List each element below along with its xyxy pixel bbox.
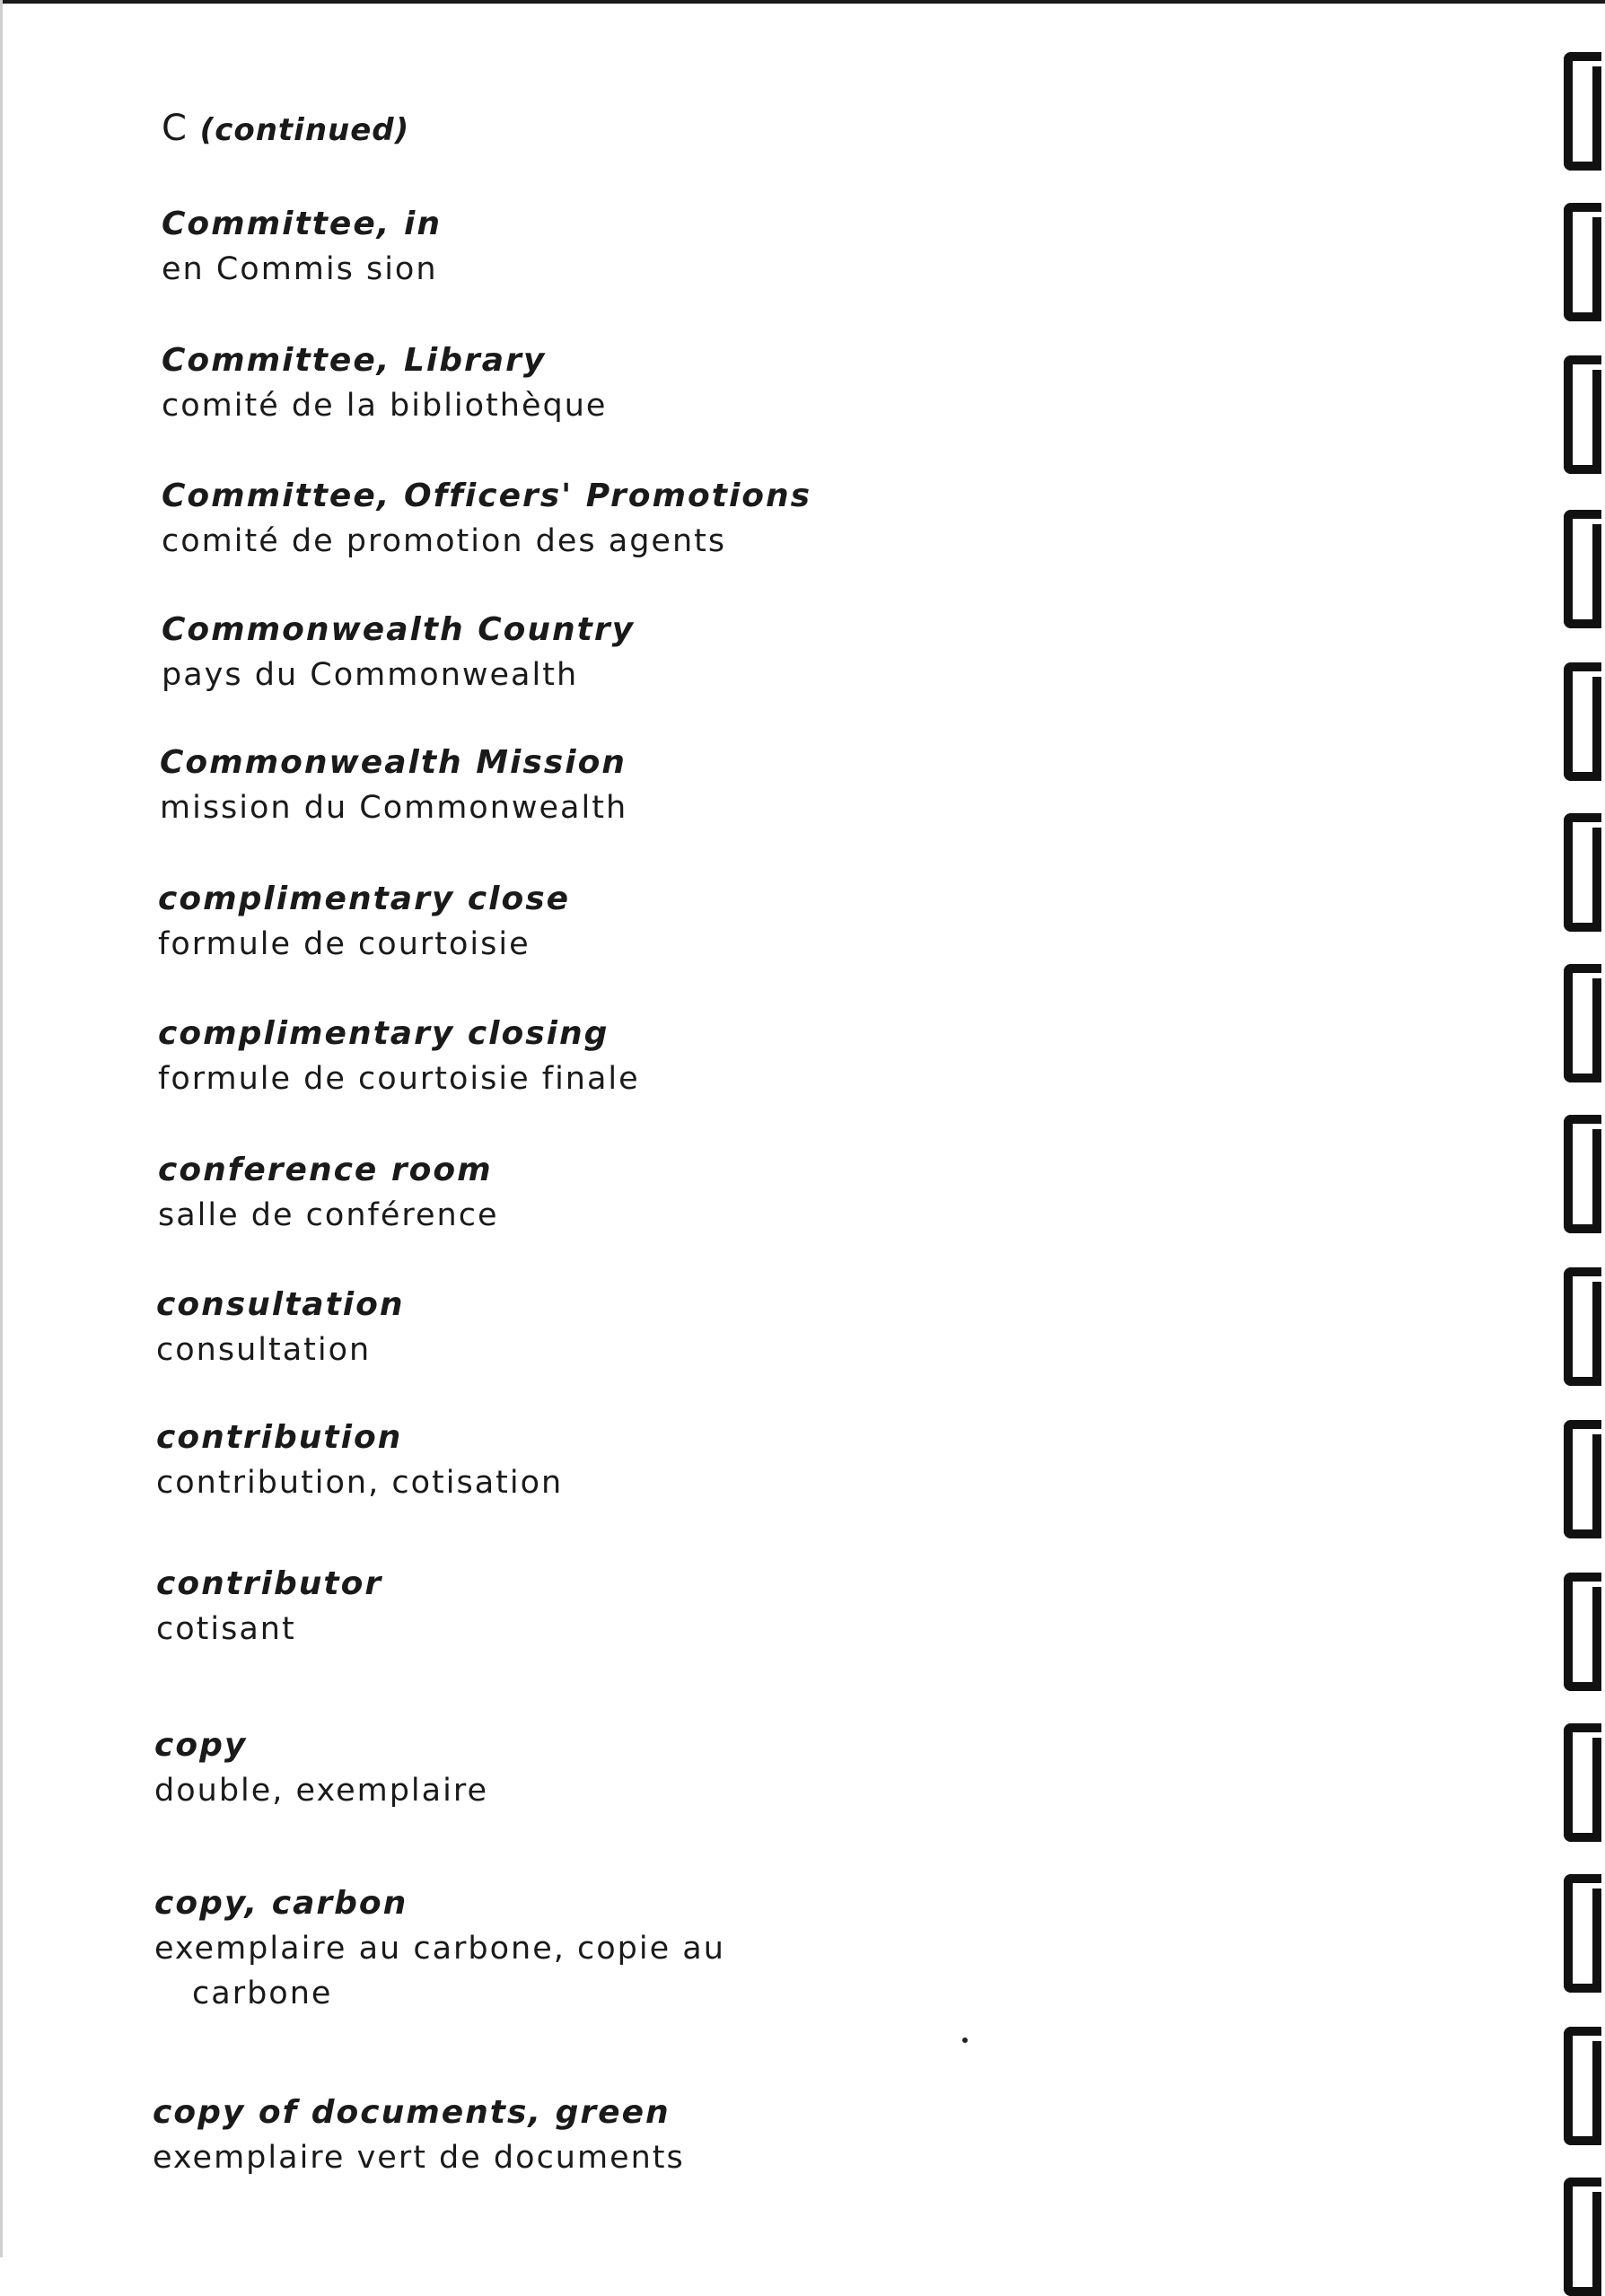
entry-term: contributor bbox=[156, 1565, 383, 1602]
glossary-entry bbox=[162, 202, 1329, 292]
entry-term: conference room bbox=[158, 1152, 493, 1188]
binding-ring bbox=[1564, 2178, 1601, 2296]
binding-ring bbox=[1564, 1267, 1601, 1386]
entry-translation: contribution, cotisation bbox=[156, 1465, 564, 1501]
glossary-entry bbox=[156, 1562, 1323, 1652]
binding-ring bbox=[1564, 52, 1601, 171]
entry-term: Committee, Library bbox=[162, 342, 547, 379]
entry-translation: formule de courtoisie finale bbox=[158, 1061, 640, 1097]
entry-translation: mission du Commonwealth bbox=[160, 790, 628, 826]
left-page-edge bbox=[0, 0, 3, 2257]
entry-translation: comité de promotion des agents bbox=[162, 523, 727, 559]
binding-ring bbox=[1564, 203, 1601, 321]
spiral-binding bbox=[1560, 0, 1605, 2257]
entry-translation: comité de la bibliothèque bbox=[162, 388, 608, 424]
entry-translation: cotisant bbox=[156, 1611, 296, 1647]
glossary-entry bbox=[158, 1148, 1325, 1238]
glossary-entry bbox=[162, 608, 1329, 697]
glossary-entry bbox=[158, 877, 1325, 967]
entry-translation: consultation bbox=[156, 1332, 372, 1368]
binding-ring bbox=[1564, 1573, 1601, 1691]
binding-ring bbox=[1564, 1723, 1601, 1842]
entry-translation: en Commis sion bbox=[162, 251, 438, 287]
entry-translation: exemplaire au carbone, copie au bbox=[154, 1931, 725, 1967]
entry-translation: salle de conférence bbox=[158, 1197, 499, 1233]
binding-ring bbox=[1564, 1115, 1601, 1233]
entry-translation: exemplaire vert de documents bbox=[153, 2140, 685, 2176]
section-letter: C bbox=[162, 108, 188, 149]
binding-ring bbox=[1564, 964, 1601, 1082]
binding-ring bbox=[1564, 355, 1601, 474]
entry-translation-continued: carbone bbox=[192, 1976, 333, 2011]
glossary-entry bbox=[153, 2090, 1320, 2180]
section-heading bbox=[162, 106, 409, 153]
glossary-entry bbox=[156, 1283, 1323, 1372]
entry-term: contribution bbox=[156, 1419, 403, 1456]
top-border bbox=[0, 0, 1605, 4]
entry-term: Committee, Officers' Promotions bbox=[162, 478, 812, 514]
entry-translation: pays du Commonwealth bbox=[162, 657, 579, 693]
entry-term: copy of documents, green bbox=[153, 2094, 671, 2131]
entry-translation: formule de courtoisie bbox=[158, 926, 531, 962]
entry-term: Committee, in bbox=[162, 206, 442, 242]
entry-term: consultation bbox=[156, 1286, 405, 1323]
entry-term: complimentary closing bbox=[158, 1015, 610, 1052]
entry-term: Commonwealth Mission bbox=[160, 744, 627, 781]
section-continued-label: (continued) bbox=[199, 112, 410, 148]
glossary-entry bbox=[162, 338, 1329, 428]
entry-term: copy, carbon bbox=[154, 1885, 408, 1922]
binding-ring bbox=[1564, 662, 1601, 781]
glossary-entry bbox=[154, 1723, 1321, 1813]
entry-term: complimentary close bbox=[158, 881, 571, 917]
entry-term: copy bbox=[154, 1727, 248, 1764]
binding-ring bbox=[1564, 813, 1601, 932]
glossary-entry bbox=[156, 1415, 1323, 1505]
binding-ring bbox=[1564, 2027, 1601, 2145]
binding-ring bbox=[1564, 1874, 1601, 1993]
binding-ring bbox=[1564, 1420, 1601, 1538]
glossary-entry bbox=[158, 1012, 1325, 1101]
binding-ring bbox=[1564, 510, 1601, 628]
glossary-entry bbox=[160, 741, 1327, 830]
glossary-entry bbox=[162, 474, 1329, 564]
glossary-entry bbox=[154, 1881, 1321, 2016]
entry-term: Commonwealth Country bbox=[162, 611, 636, 648]
print-speck bbox=[962, 2037, 968, 2043]
entry-translation: double, exemplaire bbox=[154, 1773, 488, 1809]
